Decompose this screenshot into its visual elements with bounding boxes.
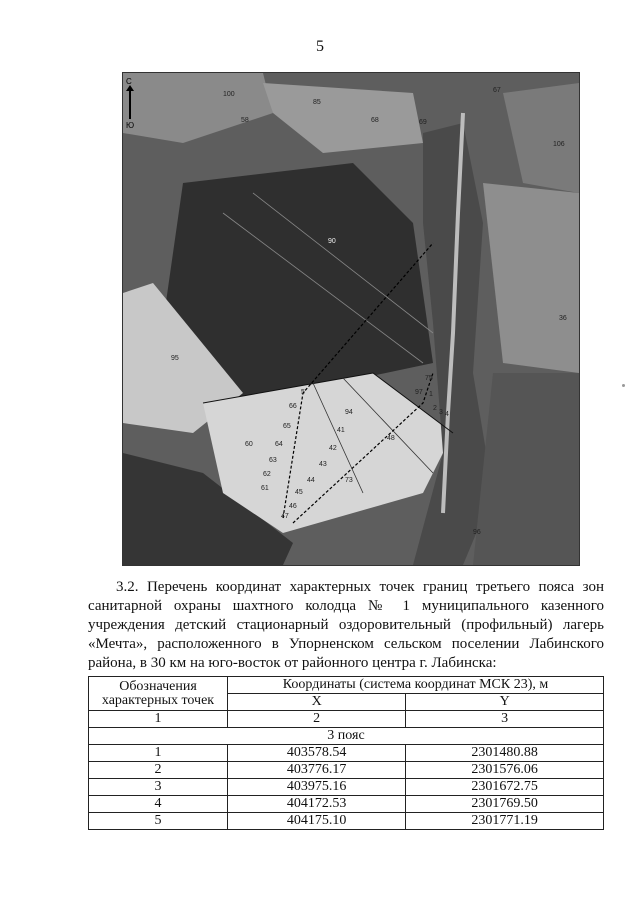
y-cell: 2301480.88 bbox=[406, 745, 604, 762]
coordinates-table bbox=[88, 676, 604, 830]
map-parcel-label: 85 bbox=[313, 99, 321, 106]
table-row bbox=[89, 813, 604, 830]
map-parcel-label: 64 bbox=[275, 441, 283, 448]
map-parcel-label: 41 bbox=[337, 427, 345, 434]
point-cell: 2 bbox=[89, 762, 228, 779]
coordinates-description bbox=[88, 578, 604, 673]
header-coords: Координаты (система координат МСК 23), м bbox=[228, 677, 604, 694]
colnum-cell: 1 bbox=[89, 711, 228, 728]
map-parcel-label: 5 bbox=[301, 389, 305, 396]
map-parcel-label: 61 bbox=[261, 485, 269, 492]
description-text: 3.2. Перечень координат характерных точек границ третьего пояса зон санитарной охраны шахтного колодца № 1 муниципального казенного учреждения детский стационарный оздоровительный (профильный) лагерь «Мечта», расположенного в Упорненском сельском поселении Лабинского района, в 30 км на юго-восток от районного центра г. Лабинска: bbox=[88, 579, 604, 671]
map-parcel-label: 65 bbox=[283, 423, 291, 430]
y-cell: 2301771.19 bbox=[406, 813, 604, 830]
table-row bbox=[89, 779, 604, 796]
y-cell: 2301672.75 bbox=[406, 779, 604, 796]
map-parcel-label: 95 bbox=[171, 355, 179, 362]
x-cell: 403776.17 bbox=[228, 762, 406, 779]
map-parcel-label: 73 bbox=[345, 477, 353, 484]
map-parcel-label: 75 bbox=[425, 375, 433, 382]
table-section-row bbox=[89, 728, 604, 745]
table-colnum-row bbox=[89, 711, 604, 728]
y-cell: 2301769.50 bbox=[406, 796, 604, 813]
table-row bbox=[89, 745, 604, 762]
south-label: Ю bbox=[126, 121, 135, 130]
header-points: Обозначения характерных точек bbox=[89, 677, 228, 711]
satellite-map bbox=[122, 72, 580, 566]
map-parcel-label: 62 bbox=[263, 471, 271, 478]
page-number: 5 bbox=[316, 38, 324, 55]
map-parcel-label: 47 bbox=[281, 513, 289, 520]
map-parcel-label: 68 bbox=[371, 117, 379, 124]
x-cell: 404172.53 bbox=[228, 796, 406, 813]
map-parcel-label: 4 bbox=[445, 411, 449, 418]
map-parcel-label: 45 bbox=[295, 489, 303, 496]
map-parcel-label: 42 bbox=[329, 445, 337, 452]
header-x: X bbox=[228, 694, 406, 711]
point-cell: 1 bbox=[89, 745, 228, 762]
map-drawing bbox=[123, 73, 579, 565]
map-parcel-label: 2 bbox=[433, 405, 437, 412]
map-parcel-label: 43 bbox=[319, 461, 327, 468]
map-parcel-label: 100 bbox=[223, 91, 235, 98]
table-header-row bbox=[89, 677, 604, 694]
colnum-cell: 2 bbox=[228, 711, 406, 728]
map-parcel-label: 58 bbox=[241, 117, 249, 124]
map-parcel-label: 46 bbox=[289, 503, 297, 510]
map-parcel-label: 63 bbox=[269, 457, 277, 464]
table-row bbox=[89, 762, 604, 779]
section-label: 3 пояс bbox=[89, 728, 604, 745]
map-parcel-label: 97 bbox=[415, 389, 423, 396]
map-parcel-label: 94 bbox=[345, 409, 353, 416]
x-cell: 404175.10 bbox=[228, 813, 406, 830]
map-parcel-label: 90 bbox=[328, 238, 336, 245]
map-parcel-label: 69 bbox=[419, 119, 427, 126]
scan-dot bbox=[622, 384, 625, 387]
north-arrow bbox=[123, 77, 137, 131]
map-parcel-label: 44 bbox=[307, 477, 315, 484]
y-cell: 2301576.06 bbox=[406, 762, 604, 779]
map-parcel-label: 1 bbox=[429, 391, 433, 398]
arrow-shaft bbox=[129, 87, 131, 119]
map-parcel-label: 106 bbox=[553, 141, 565, 148]
point-cell: 4 bbox=[89, 796, 228, 813]
x-cell: 403975.16 bbox=[228, 779, 406, 796]
map-parcel-label: 60 bbox=[245, 441, 253, 448]
point-cell: 3 bbox=[89, 779, 228, 796]
map-parcel-label: 48 bbox=[387, 435, 395, 442]
header-y: Y bbox=[406, 694, 604, 711]
table-row bbox=[89, 796, 604, 813]
point-cell: 5 bbox=[89, 813, 228, 830]
colnum-cell: 3 bbox=[406, 711, 604, 728]
x-cell: 403578.54 bbox=[228, 745, 406, 762]
map-parcel-label: 96 bbox=[473, 529, 481, 536]
map-parcel-label: 67 bbox=[493, 87, 501, 94]
north-label: С bbox=[126, 77, 132, 86]
map-parcel-label: 36 bbox=[559, 315, 567, 322]
map-parcel-label: 3 bbox=[439, 409, 443, 416]
map-parcel-label: 66 bbox=[289, 403, 297, 410]
